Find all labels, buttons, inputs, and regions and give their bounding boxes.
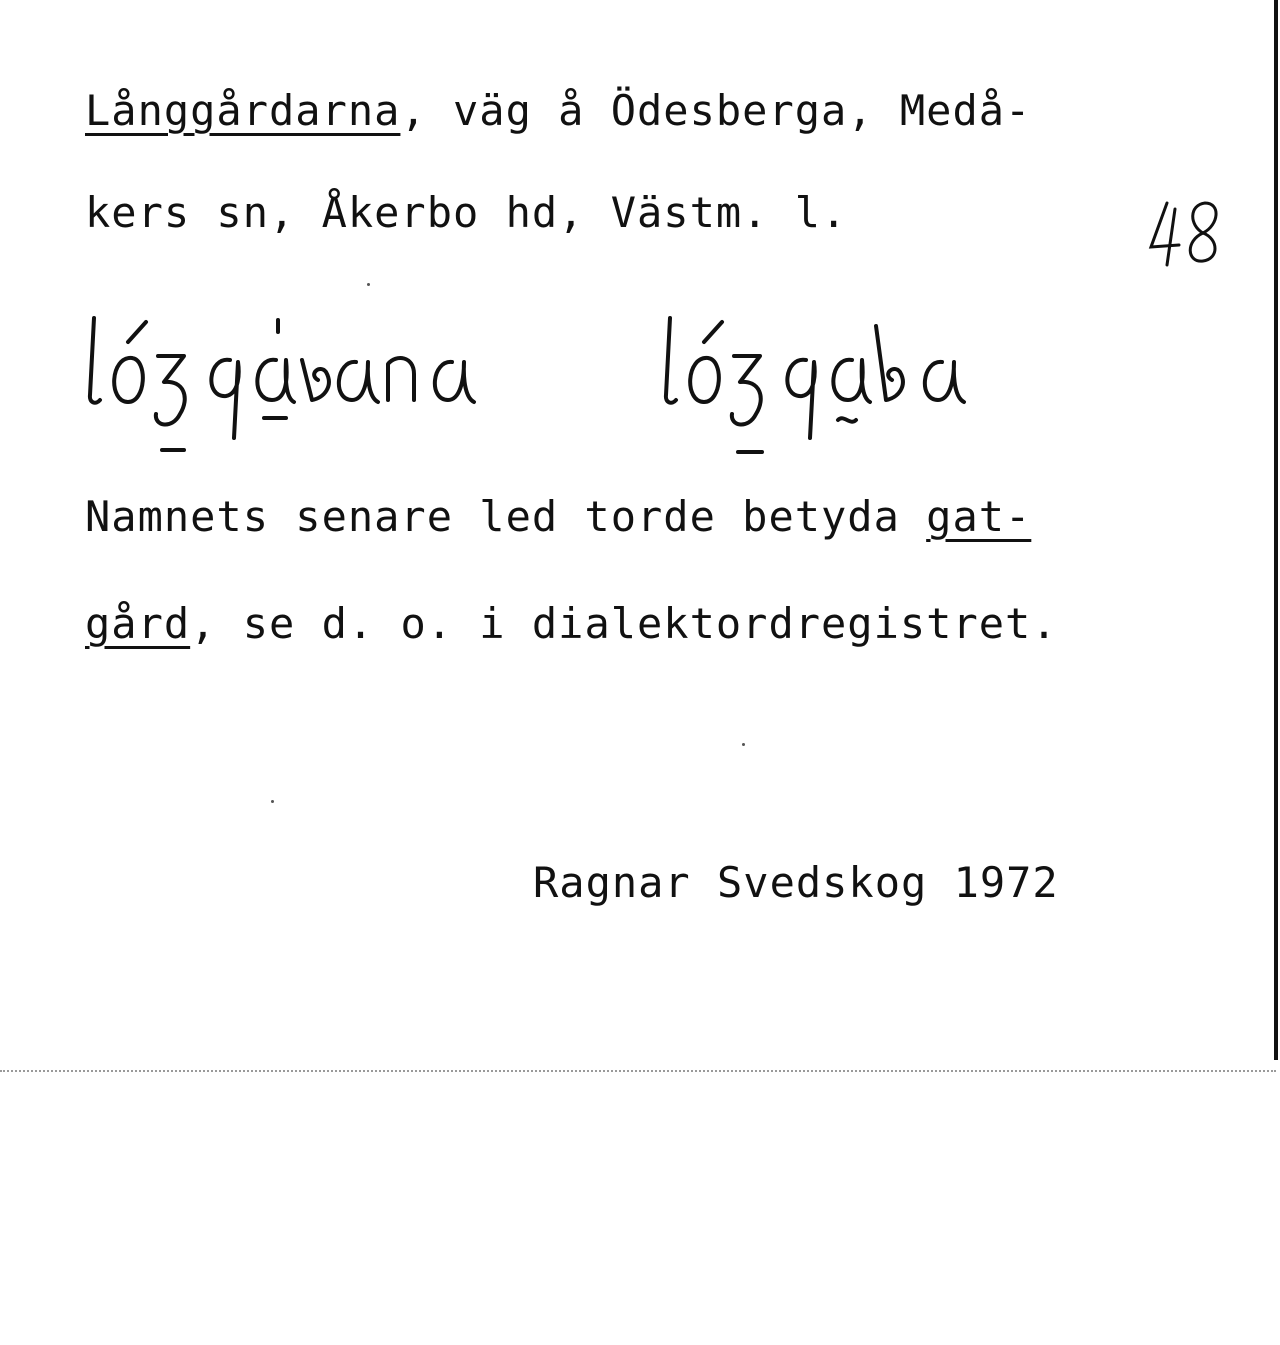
signature: Ragnar Svedskog 1972 <box>533 858 1059 907</box>
card-bottom-edge <box>0 1070 1276 1072</box>
handwritten-card-number <box>1145 195 1230 270</box>
note-line-1 <box>85 492 1032 541</box>
note-text: Namnets senare led torde betyda <box>85 492 927 541</box>
note-underlined-word-continued: gård <box>85 599 191 648</box>
speck <box>271 800 274 803</box>
place-description-rest: , väg å Ödesberga, Medå- <box>400 86 1032 135</box>
place-description-line-1 <box>85 86 1032 135</box>
place-description-line-2: kers sn, Åkerbo hd, Västm. l. <box>85 188 848 237</box>
speck <box>742 743 745 746</box>
card-right-edge <box>1274 0 1278 1060</box>
place-headword: Långgårdarna <box>85 86 401 135</box>
note-underlined-word: gat- <box>926 492 1032 541</box>
note-line-2 <box>85 599 1058 648</box>
speck <box>367 283 370 286</box>
note-text-continued: , se d. o. i dialektordregistret. <box>190 599 1058 648</box>
handwritten-phonetic-transcription <box>80 290 1040 480</box>
